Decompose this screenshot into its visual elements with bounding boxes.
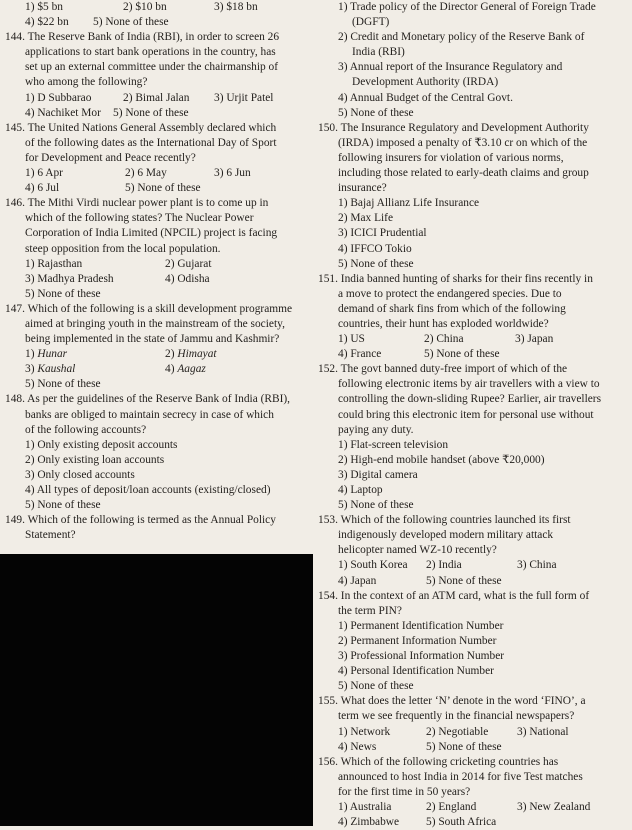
stem-line: being implemented in the state of Jammu and Kashmir?: [25, 333, 280, 346]
option[interactable]: 1) D Subbarao: [25, 91, 92, 104]
question-number: 150.: [318, 121, 338, 134]
option-continuation: India (RBI): [352, 46, 405, 59]
question-stem: [318, 513, 629, 558]
option[interactable]: 3) Japan: [515, 333, 554, 346]
stem-line: announced to host India in 2014 for five Test matches: [338, 770, 583, 783]
options-row: [5, 272, 311, 287]
stem-line: for the first time in 50 years?: [338, 785, 471, 798]
question-number: 156.: [318, 755, 338, 768]
option[interactable]: 4) Laptop: [338, 484, 383, 496]
option[interactable]: 5) None of these: [338, 499, 414, 512]
options-row: [5, 347, 311, 362]
option[interactable]: 3) New Zealand: [517, 800, 591, 813]
options-row: [5, 377, 311, 392]
question-stem: [318, 694, 629, 724]
redacted-black-area: [0, 554, 313, 826]
option[interactable]: 1) Rajasthan: [25, 257, 83, 270]
option[interactable]: 4) Annual Budget of the Central Govt.: [338, 91, 513, 104]
question-146: [5, 196, 311, 302]
options-row: [318, 740, 629, 755]
question-number: 151.: [318, 272, 338, 285]
question-number: 148.: [5, 393, 25, 406]
stem-line: insurance?: [338, 182, 387, 195]
question-stem: [318, 362, 629, 437]
stem-line: countries, their hunt has exploded worldwide?: [338, 317, 549, 330]
stem-line: applications to start bank operations in the country, has: [25, 46, 276, 59]
stem-line: helicopter named WZ-10 recently?: [338, 544, 497, 557]
question-number: 149.: [5, 514, 25, 527]
option[interactable]: 5) None of these: [338, 257, 414, 270]
stem-line: Corporation of India Limited (NPCIL) project is facing: [25, 227, 278, 240]
option[interactable]: 1) South Korea: [338, 559, 408, 572]
stem-line: could bring this electronic item for personal use without: [338, 408, 594, 421]
option[interactable]: 3) Annual report of the Insurance Regulatory and: [338, 61, 563, 74]
stem-line: aimed at bringing youth in the mainstream of the society,: [25, 317, 285, 330]
option[interactable]: 5) None of these: [25, 499, 101, 512]
option[interactable]: 2) Negotiable: [426, 725, 489, 738]
option[interactable]: 1) 6 Apr: [25, 167, 63, 180]
option[interactable]: 1) Hunar: [25, 348, 68, 361]
question-number: 145.: [5, 121, 25, 134]
option[interactable]: 3) Urjit Patel: [214, 91, 274, 104]
option[interactable]: 2) China: [424, 333, 464, 346]
stem-line: The Reserve Bank of India (RBI), in order to screen 26: [27, 31, 280, 44]
stem-line: of the following accounts?: [25, 423, 147, 436]
options-row: [5, 181, 311, 196]
stem-line: banks are obliged to maintain secrecy in case of which: [25, 408, 274, 421]
stem-line: paying any duty.: [338, 423, 414, 436]
question-stem: [5, 196, 311, 256]
stem-line: As per the guidelines of the Reserve Bank of India (RBI),: [27, 393, 291, 406]
question-143-tail: [5, 0, 311, 30]
option[interactable]: 2) Bimal Jalan: [123, 91, 190, 104]
option[interactable]: 2) England: [426, 800, 477, 813]
option[interactable]: 3) Digital camera: [338, 468, 418, 481]
question-153: [318, 513, 629, 588]
option[interactable]: 2) Gujarat: [165, 257, 212, 270]
stem-line: a move to protect the endangered species. Due to: [338, 287, 562, 300]
question-number: 146.: [5, 197, 25, 210]
stem-line: the term PIN?: [338, 604, 402, 617]
option[interactable]: 3) Only closed accounts: [25, 468, 135, 481]
question-145: [5, 121, 311, 196]
stem-line: following electronic items by air travellers with a view to: [338, 378, 600, 391]
option[interactable]: 2) $10 bn: [123, 1, 167, 13]
option[interactable]: 4) France: [338, 348, 382, 361]
options-row: [318, 725, 629, 740]
question-154: [318, 589, 629, 695]
stem-line: including those related to early-death claims and group: [338, 167, 589, 180]
stem-line: set up an external committee under the chairmanship of: [25, 61, 279, 74]
option[interactable]: 5) None of these: [125, 182, 201, 195]
option[interactable]: 2) Credit and Monetary policy of the Reserve Bank of: [338, 31, 585, 44]
stem-line: Which of the following is termed as the Annual Policy: [27, 514, 276, 527]
question-156: [318, 755, 629, 830]
right-column: [318, 0, 629, 830]
stem-line: The govt banned duty-free import of which of the: [340, 363, 568, 376]
question-148: [5, 392, 311, 513]
stem-line: demand of shark fins from which of the following: [338, 302, 566, 315]
option[interactable]: 4) Nachiket Mor: [25, 106, 101, 119]
option[interactable]: 4) Odisha: [165, 272, 210, 285]
options-row: [5, 106, 311, 121]
option[interactable]: 1) Network: [338, 725, 391, 738]
options-row: [5, 15, 311, 30]
stem-line: which of the following states? The Nuclear Power: [25, 212, 254, 225]
question-149-options: [318, 0, 629, 121]
option[interactable]: 1) Only existing deposit accounts: [25, 438, 178, 451]
option[interactable]: 2) Permanent Information Number: [338, 634, 497, 647]
option[interactable]: 1) Permanent Identification Number: [338, 619, 504, 632]
question-number: 147.: [5, 302, 25, 315]
options-row: [5, 91, 311, 106]
option[interactable]: 2) 6 May: [125, 167, 167, 180]
option[interactable]: 1) Trade policy of the Director General of Foreign Trade: [338, 1, 596, 13]
option[interactable]: 5) None of these: [426, 574, 502, 587]
option[interactable]: 2) Only existing loan accounts: [25, 453, 165, 466]
question-stem: [5, 392, 311, 437]
option[interactable]: 1) Flat-screen television: [338, 438, 449, 451]
option[interactable]: 5) None of these: [338, 680, 414, 693]
option[interactable]: 5) None of these: [426, 740, 502, 753]
question-stem: [5, 121, 311, 166]
options-row: [5, 0, 311, 15]
stem-line: for Development and Peace recently?: [25, 151, 196, 164]
question-number: 155.: [318, 695, 338, 708]
option[interactable]: 3) Kaushal: [25, 363, 76, 376]
option[interactable]: 2) Max Life: [338, 212, 394, 225]
option[interactable]: 5) None of these: [113, 106, 189, 119]
option[interactable]: 4) Japan: [338, 574, 377, 587]
stem-line: of the following dates as the International Day of Sport: [25, 136, 277, 149]
question-stem: [5, 302, 311, 347]
option[interactable]: 4) 6 Jul: [25, 182, 60, 195]
stem-line: Which of the following countries launched its first: [340, 514, 571, 527]
option[interactable]: 4) Zimbabwe: [338, 816, 400, 829]
option[interactable]: 3) Madhya Pradesh: [25, 272, 114, 285]
options-row: [5, 287, 311, 302]
option[interactable]: 5) None of these: [338, 106, 414, 119]
stem-line: What does the letter ‘N’ denote in the word ‘FINO’, a: [340, 695, 586, 708]
options-row: [318, 800, 629, 815]
options-row: [318, 347, 629, 362]
option[interactable]: 3) Professional Information Number: [338, 650, 505, 663]
question-stem: [5, 513, 311, 543]
option[interactable]: 4) Aagaz: [165, 363, 206, 376]
option[interactable]: 3) China: [517, 559, 557, 572]
option[interactable]: 5) None of these: [25, 378, 101, 391]
question-stem: [318, 121, 629, 196]
options-row: [5, 257, 311, 272]
option[interactable]: 3) ICICI Prudential: [338, 227, 427, 240]
option[interactable]: 4) Personal Identification Number: [338, 665, 494, 678]
option[interactable]: 2) High-end mobile handset (above ₹20,000): [338, 453, 545, 466]
stem-line: The Insurance Regulatory and Development Authority: [340, 121, 589, 134]
question-151: [318, 272, 629, 363]
option[interactable]: 4) News: [338, 740, 377, 753]
options-row: [5, 362, 311, 377]
question-149: [5, 513, 311, 543]
option[interactable]: 4) All types of deposit/loan accounts (existing/closed): [25, 484, 271, 496]
stem-line: who among the following?: [25, 76, 148, 89]
question-144: [5, 30, 311, 121]
option[interactable]: 3) $18 bn: [214, 1, 258, 13]
option-continuation: (DGFT): [352, 16, 390, 29]
question-147: [5, 302, 311, 393]
option-continuation: Development Authority (IRDA): [352, 76, 499, 89]
option[interactable]: 1) Bajaj Allianz Life Insurance: [338, 197, 480, 210]
stem-line: The United Nations General Assembly declared which: [27, 121, 277, 134]
stem-line: Which of the following cricketing countries has: [340, 755, 559, 768]
question-number: 154.: [318, 589, 338, 602]
options-row: [318, 558, 629, 573]
option[interactable]: 5) None of these: [25, 287, 101, 300]
question-152: [318, 362, 629, 513]
option[interactable]: 2) India: [426, 559, 462, 572]
option[interactable]: 3) 6 Jun: [214, 167, 251, 180]
question-stem: [318, 755, 629, 800]
stem-line: In the context of an ATM card, what is the full form of: [340, 589, 590, 602]
option[interactable]: 5) None of these: [93, 16, 169, 29]
stem-line: following insurers for violation of various norms,: [338, 151, 564, 164]
stem-line: Which of the following is a skill development programme: [27, 302, 293, 315]
question-number: 144.: [5, 31, 25, 44]
stem-line: The Mithi Virdi nuclear power plant is to come up in: [27, 197, 269, 210]
options-row: [318, 574, 629, 589]
stem-line: India banned hunting of sharks for their fins recently in: [340, 272, 593, 285]
stem-line: (IRDA) imposed a penalty of ₹3.10 cr on which of the: [338, 136, 588, 149]
question-stem: [318, 272, 629, 332]
option[interactable]: 5) None of these: [424, 348, 500, 361]
options-row: [5, 166, 311, 181]
option[interactable]: 1) US: [338, 333, 365, 346]
left-column: [5, 0, 311, 543]
option[interactable]: 4) $22 bn: [25, 16, 69, 29]
stem-line: steep opposition from the local population.: [25, 242, 221, 255]
option[interactable]: 3) National: [517, 725, 569, 738]
options-row: [318, 815, 629, 830]
stem-line: term we see frequently in the financial newspapers?: [338, 710, 575, 723]
option[interactable]: 4) IFFCO Tokio: [338, 242, 412, 255]
stem-line: Statement?: [25, 529, 76, 542]
stem-line: controlling the down-sliding Rupee? Earlier, air travellers: [338, 393, 602, 406]
options-row: [318, 332, 629, 347]
question-number: 152.: [318, 363, 338, 376]
question-stem: [5, 30, 311, 90]
stem-line: indigenously developed modern military attack: [338, 529, 554, 542]
question-150: [318, 121, 629, 272]
option[interactable]: 5) South Africa: [426, 816, 497, 829]
option[interactable]: 2) Himayat: [165, 348, 217, 361]
option[interactable]: 1) Australia: [338, 800, 392, 813]
option[interactable]: 1) $5 bn: [25, 1, 63, 13]
question-number: 153.: [318, 514, 338, 527]
question-155: [318, 694, 629, 754]
question-stem: [318, 589, 629, 619]
